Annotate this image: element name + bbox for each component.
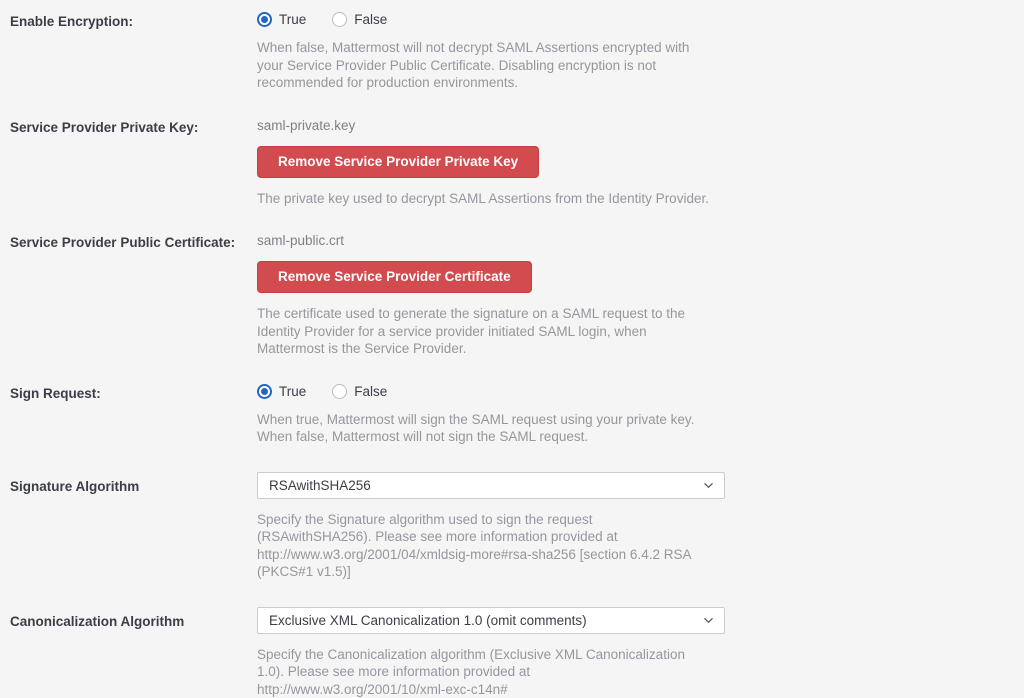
setting-row-sp-private-key	[10, 118, 1014, 208]
radio-checked-icon	[257, 12, 272, 27]
signature-algorithm-content	[257, 472, 727, 581]
sp-private-key-filename: saml-private.key	[257, 118, 727, 134]
enable-encryption-radio-false[interactable]	[332, 12, 387, 27]
signature-algorithm-label: Signature Algorithm	[10, 472, 257, 495]
sp-public-cert-help-text: The certificate used to generate the signature on a SAML request to the Identity Provider for a service provider initiated SAML login, when Mattermost is the Service Provider.	[257, 305, 709, 358]
radio-false-label: False	[354, 12, 387, 27]
canonicalization-algorithm-select[interactable]	[257, 607, 725, 634]
sp-private-key-help-text: The private key used to decrypt SAML Assertions from the Identity Provider.	[257, 190, 709, 208]
sp-public-cert-filename: saml-public.crt	[257, 233, 727, 249]
enable-encryption-help-text: When false, Mattermost will not decrypt SAML Assertions encrypted with your Service Provider Public Certificate. Disabling encryption is not recommended for production environments.	[257, 39, 709, 92]
setting-row-sign-request	[10, 384, 1014, 446]
sign-request-content	[257, 384, 727, 446]
setting-row-sp-public-cert	[10, 233, 1014, 358]
enable-encryption-radio-true[interactable]	[257, 12, 306, 27]
enable-encryption-radio-group	[257, 12, 727, 27]
sign-request-label: Sign Request:	[10, 384, 257, 402]
radio-checked-icon	[257, 384, 272, 399]
radio-false-label: False	[354, 384, 387, 399]
signature-algorithm-select[interactable]	[257, 472, 725, 499]
chevron-down-icon	[703, 480, 714, 491]
radio-unchecked-icon	[332, 12, 347, 27]
radio-true-label: True	[279, 384, 306, 399]
enable-encryption-content	[257, 12, 727, 92]
canonicalization-algorithm-content	[257, 607, 727, 698]
sp-private-key-content	[257, 118, 727, 208]
canonicalization-algorithm-selected-value: Exclusive XML Canonicalization 1.0 (omit comments)	[269, 613, 587, 628]
setting-row-canonicalization-algorithm	[10, 607, 1014, 698]
setting-row-signature-algorithm	[10, 472, 1014, 581]
setting-row-enable-encryption	[10, 12, 1014, 92]
remove-sp-private-key-button[interactable]: Remove Service Provider Private Key	[257, 146, 539, 178]
chevron-down-icon	[703, 615, 714, 626]
sign-request-radio-true[interactable]	[257, 384, 306, 399]
radio-unchecked-icon	[332, 384, 347, 399]
sign-request-radio-false[interactable]	[332, 384, 387, 399]
sp-private-key-label: Service Provider Private Key:	[10, 118, 257, 136]
canonicalization-algorithm-label: Canonicalization Algorithm	[10, 607, 257, 630]
sp-public-cert-label: Service Provider Public Certificate:	[10, 233, 257, 251]
enable-encryption-label: Enable Encryption:	[10, 12, 257, 30]
sign-request-radio-group	[257, 384, 727, 399]
signature-algorithm-selected-value: RSAwithSHA256	[269, 478, 371, 493]
remove-sp-certificate-button[interactable]: Remove Service Provider Certificate	[257, 261, 532, 293]
radio-true-label: True	[279, 12, 306, 27]
canonicalization-algorithm-help-text: Specify the Canonicalization algorithm (Exclusive XML Canonicalization 1.0). Please see more information provided at http://www.w3.org/2001/10/xml-exc-c14n#	[257, 646, 709, 698]
signature-algorithm-help-text: Specify the Signature algorithm used to sign the request (RSAwithSHA256). Please see more information provided at http://www.w3.org/2001/04/xmldsig-more#rsa-sha256 [section 6.4.2 RSA (PKCS#1 v1.5)]	[257, 511, 709, 581]
sp-public-cert-content	[257, 233, 727, 358]
sign-request-help-text: When true, Mattermost will sign the SAML request using your private key. When false, Mattermost will not sign the SAML request.	[257, 411, 709, 446]
